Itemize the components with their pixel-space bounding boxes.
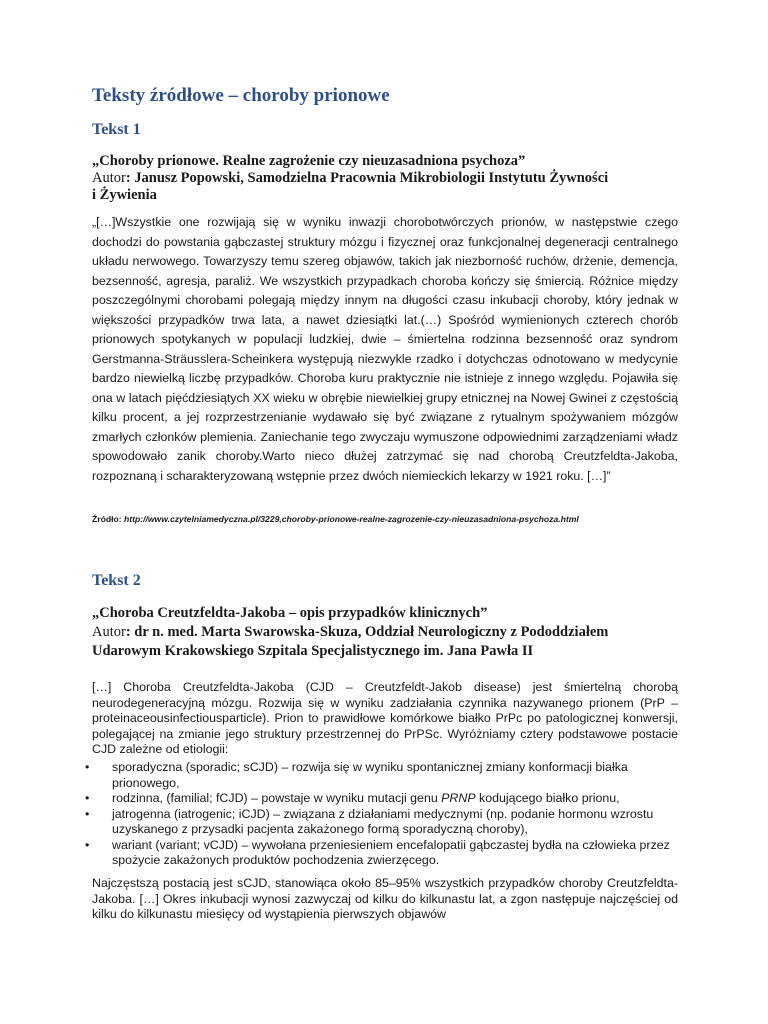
list-item: • wariant (variant; vCJD) – wywołana przeniesieniem encefalopatii gąbczastej bydła na człowieka przez spożycie zakażonych produktów pochodzenia zwierzęcego. [85,837,670,867]
article-title: „Choroba Creutzfeldta-Jakoba – opis przypadków klinicznych” [92,605,488,621]
article-author-continued: i Żywienia [92,187,157,203]
article-title: „Choroby prionowe. Realne zagrożenie czy nieuzasadniona psychoza” [92,153,526,169]
page-title: Teksty źródłowe – choroby prionowe [92,85,390,106]
article-author: Autor: dr n. med. Marta Swarowska-Skuza, Oddział Neurologiczny z Pododdziałem Udarowym Krakowskiego Szpitala Specjalistycznego im. Jana Pawła II [92,624,609,659]
outro-paragraph-text-2: Najczęstszą postacią jest sCJD, stanowiąca około 85–95% wszystkich przypadków choroby Creutzfeldta-Jakoba. […] Okres inkubacji wynosi zazwyczaj od kilku do kilkunastu lat, a zgon następuje najczęściej od kilku do kilkunastu miesięcy od wystąpienia pierwszych objawów [92,876,678,921]
article-header-text-1 [92,153,678,204]
gene-name: PRNP [441,791,476,805]
section-heading-text-2: Tekst 2 [92,572,141,589]
source-label: Źródło: [92,514,124,524]
article-header-text-2 [92,604,678,661]
source-link[interactable]: http://www.czytelniamedyczna.pl/3229,choroby-prionowe-realne-zagrozenie-czy-nieuzasadniona-psychoza.html [123,514,579,524]
source-citation [92,514,579,524]
quote-paragraph-text-1: „[…]Wszystkie one rozwijają się w wyniku inwazji chorobotwórczych prionów, w następstwie czego dochodzi do powstania gąbczastej struktury mózgu i fizycznej oraz funkcjonalnej degeneracji centralnego układu nerwowego. Towarzyszy temu szereg objawów, takich jak niezborność ruchów, drżenie, demencja, bezsenność, agresja, paraliż. We wszystkich przypadkach choroba kończy się śmiercią. Różnice między poszczególnymi chorobami polegają między innym na długości czasu inkubacji choroby, który jednak w większości przypadków trwa lata, a nawet dziesiątki lat.(…) Spośród wymienionych czterech chorób prionowych spotykanych w populacji ludzkiej, dwie – śmiertelna rodzinna bezsenność oraz syndrom Gerstmanna-Sträusslera-Scheinkera występują niezwykle rzadko i dotychczas odnotowano w medycynie bardzo niewielką liczbę przypadków. Choroba kuru praktycznie nie istnieje z innego względu. Pojawiła się ona w latach pięćdziesiątych XX wieku w obrębie niewielkiej grupy etnicznej na Nowej Gwinei z częstością kilku procent, a jej rozprzestrzenianie wydawało się być związane z rytualnym spożywaniem mózgów zmarłych członków plemienia. Zaniechanie tego zwyczaju wymuszone odpowiednimi zarządzeniami władz spowodowało zanik choroby.Warto nieco dłużej zatrzymać się nad chorobą Creutzfeldta-Jakoba, rozpoznaną i scharakteryzowaną wstępnie przez dwóch niemieckich lekarzy w 1921 roku. […]” [92,215,678,483]
intro-paragraph-text-2: […] Choroba Creutzfeldta-Jakoba (CJD – Creutzfeldt-Jakob disease) jest śmiertelną chorobą neurodegeneracyjną mózgu. Rozwija się w wyniku zadziałania czynnika nazywanego prionem (PrP – proteinaceousinfectiousparticle). Prion to prawidłowe komórkowe białko PrPc po patologicznej konwersji, polegającej na zmianie jego struktury przestrzennej do PrPSc. Wyróżniamy cztery podstawowe postacie CJD zależne od etiologii: [92,680,678,756]
article-author: Autor: Janusz Popowski, Samodzielna Pracownia Mikrobiologii Instytutu Żywności [92,170,609,186]
list-item: • jatrogenna (iatrogenic; iCJD) – związana z działaniami medycznymi (np. podanie hormonu wzrostu uzyskanego z przysadki pacjenta zakażonego formą sporadyczną choroby), [85,806,654,836]
section-heading-text-1: Tekst 1 [92,121,141,138]
list-item: • sporadyczna (sporadic; sCJD) – rozwija się w wyniku spontanicznej zmiany konformacji białka prionowego, [85,760,628,790]
list-item: • rodzinna, (familial; fCJD) – powstaje w wyniku mutacji genu PRNP kodującego białko prionu, [85,791,620,805]
cjd-forms-list [85,760,678,869]
